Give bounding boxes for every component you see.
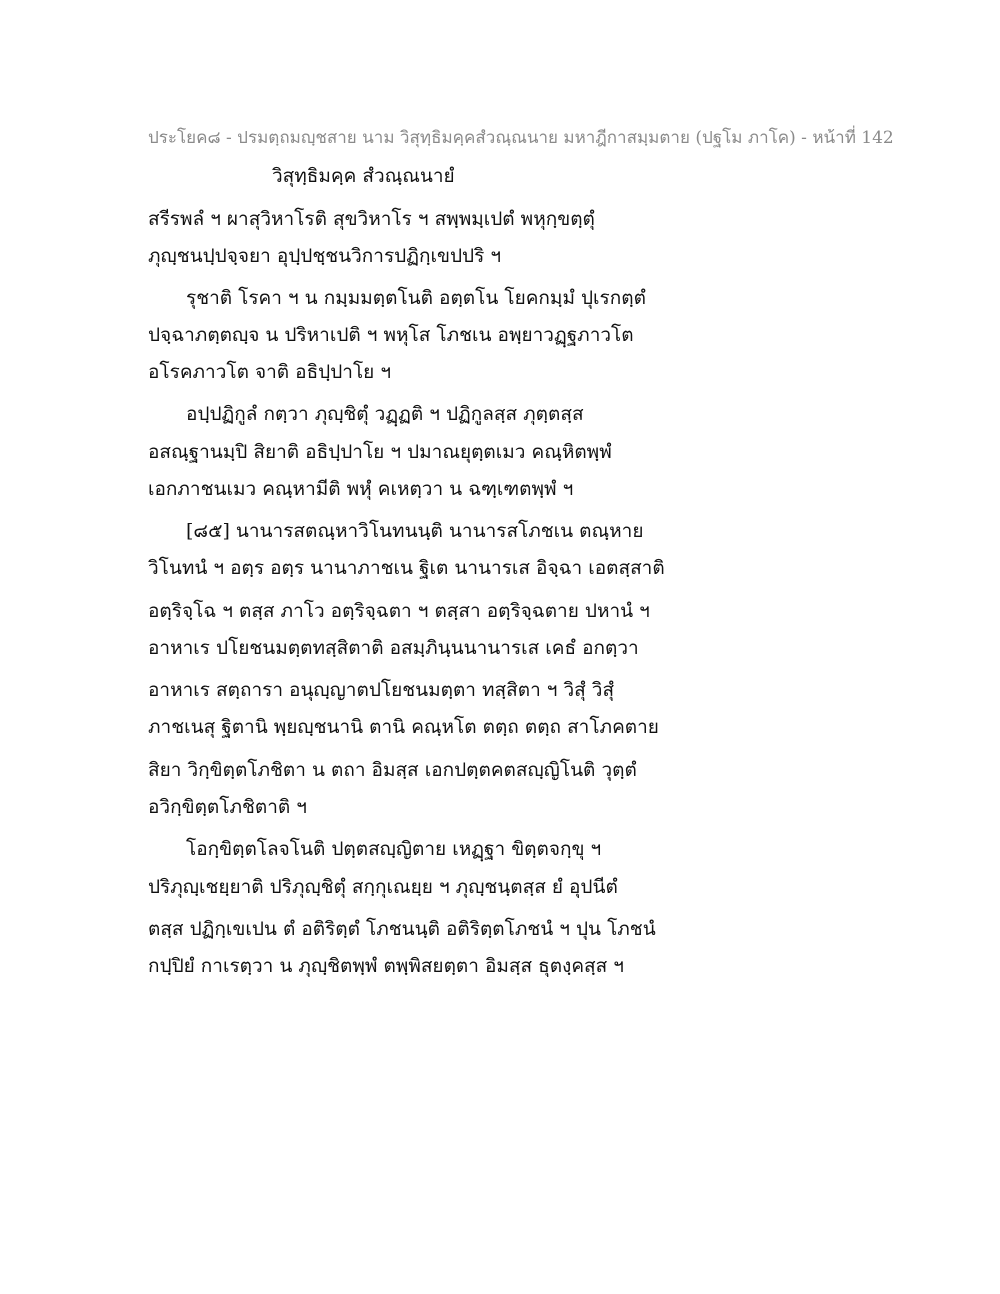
text-line: ภุญฺชนปฺปจฺจยา อุปฺปชฺชนวิการปฏิกฺเขปปริ ฯ <box>148 245 502 267</box>
text-line: วิโนทนํ ฯ อตฺร อตฺร นานาภาชเน ฐิเต นานารเส อิจฺฉา เอตสฺสาติ <box>148 557 665 579</box>
text-line: สรีรพลํ ฯ ผาสุวิหาโรติ สุขวิหาโร ฯ สพฺพมฺเปตํ พหุกฺขตฺตุํ <box>148 208 595 230</box>
paragraph-first-line: [๘๕] นานารสตณฺหาวิโนทนนฺติ นานารสโภชเน ตณฺหาย <box>186 520 644 542</box>
text-line: ตสฺส ปฏิกฺเขเปน ตํ อติริตฺตํ โภชนนฺติ อติริตฺตโภชนํ ฯ ปุน โภชนํ <box>148 918 656 940</box>
section-title: วิสุทฺธิมคฺค สํวณฺณนายํ <box>272 165 455 187</box>
text-line: อสณฺฐานมฺปิ สิยาติ อธิปฺปาโย ฯ ปมาณยุตฺตเมว คณฺหิตพฺพํ <box>148 441 612 463</box>
running-header: ประโยค๘ - ปรมตฺถมญฺชสาย นาม วิสุทฺธิมคฺคสํวณฺณนาย มหาฎีกาสมฺมตาย (ปฐโม ภาโค) - หน้าที่ 142 <box>148 128 894 148</box>
text-line: อโรคภาวโต จาติ อธิปฺปาโย ฯ <box>148 361 392 383</box>
text-line: อวิกฺขิตฺตโภชิตาติ ฯ <box>148 796 307 818</box>
paragraph-first-line: โอกฺขิตฺตโลจโนติ ปตฺตสญฺญิตาย เหฏฺฐา ขิตฺตจกฺขุ ฯ <box>186 838 602 860</box>
text-line: อตฺริจฺโฉ ฯ ตสฺส ภาโว อตฺริจฺฉตา ฯ ตสฺสา อตฺริจฺฉตาย ปหานํ ฯ <box>148 600 650 622</box>
text-line: ปริภุญฺเชยฺยาติ ปริภุญฺชิตุํ สกฺกุเณยฺย ฯ ภุญฺชนฺตสฺส ยํ อุปนีตํ <box>148 876 618 898</box>
text-line: อาหาเร ปโยชนมตฺตทสฺสิตาติ อสมฺภินฺนนานารเส เคธํ อกตฺวา <box>148 637 639 659</box>
text-line: สิยา วิกฺขิตฺตโภชิตา น ตถา อิมสฺส เอกปตฺตคตสญฺญิโนติ วุตฺตํ <box>148 759 637 781</box>
paragraph-first-line: รุชาติ โรคา ฯ น กมฺมมตฺตโนติ อตฺตโน โยคกมฺมํ ปุเรกตฺตํ <box>186 287 646 309</box>
paragraph-first-line: อปฺปฏิกูลํ กตฺวา ภุญฺชิตุํ วฏฺฏติ ฯ ปฏิกูลสฺส ภุตฺตสฺส <box>186 403 584 425</box>
text-line: อาหาเร สตฺถารา อนุญฺญาตปโยชนมตฺตา ทสฺสิตา ฯ วิสุํ วิสุํ <box>148 679 615 701</box>
text-line: เอกภาชนเมว คณฺหามีติ พหุํ คเหตฺวา น ฉฑฺเฑตพฺพํ ฯ <box>148 478 574 500</box>
text-line: กปฺปิยํ กาเรตฺวา น ภุญฺชิตพฺพํ ตพฺพิสยตฺตา อิมสฺส ธุตงฺคสฺส ฯ <box>148 955 624 977</box>
text-line: ปจฺฉาภตฺตญฺจ น ปริหาเปติ ฯ พหุโส โภชเน อพฺยาวฏฺฐภาวโต <box>148 324 634 346</box>
text-line: ภาชเนสุ ฐิตานิ พฺยญฺชนานิ ตานิ คณฺหโต ตตฺถ ตตฺถ สาโภคตาย <box>148 716 659 738</box>
